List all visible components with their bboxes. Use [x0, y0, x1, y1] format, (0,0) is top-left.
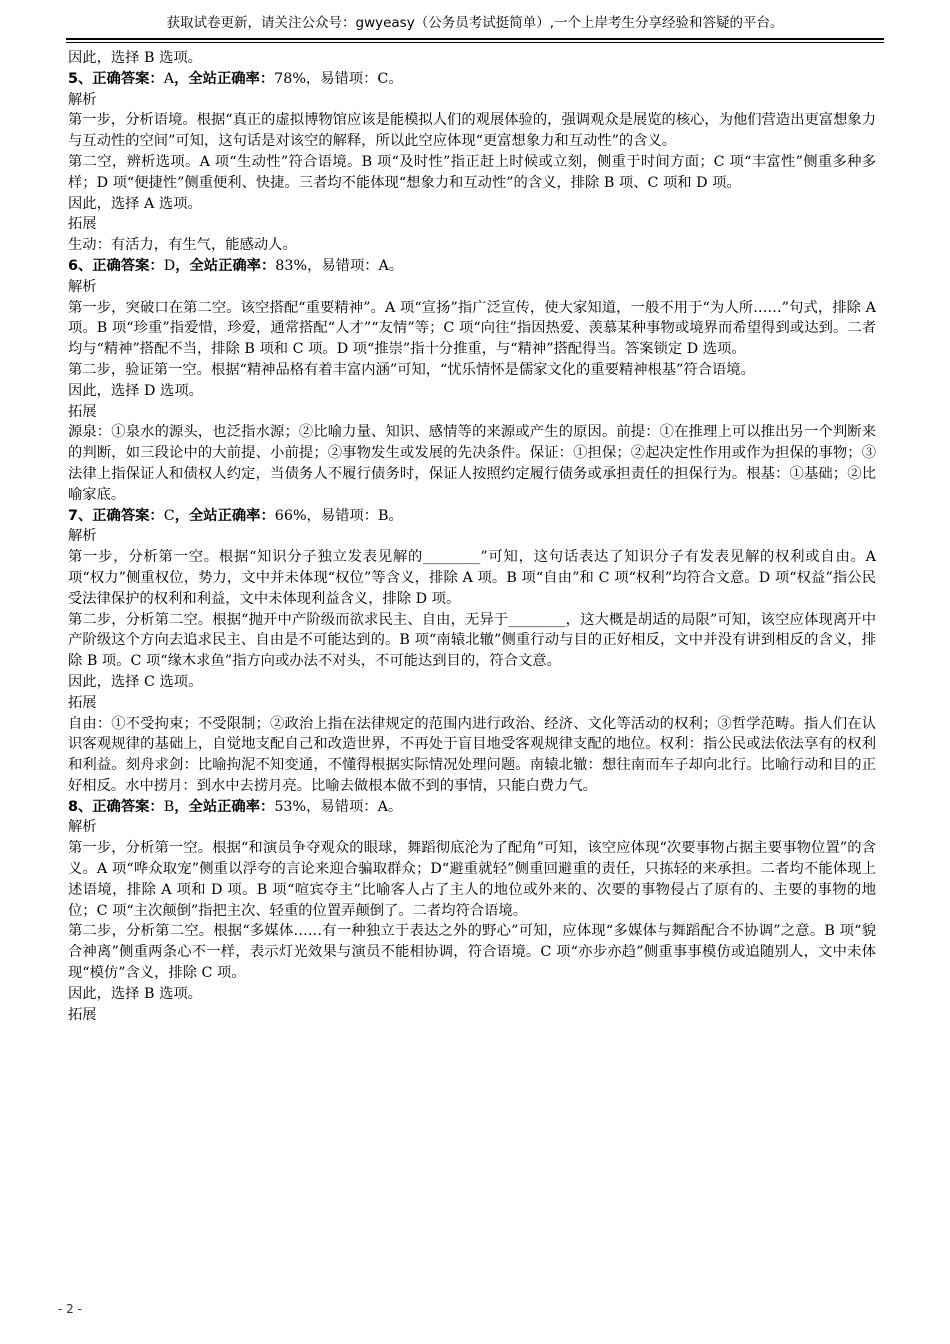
- paragraph: 第二空，辨析选项。A 项“生动性”符合语境。B 项“及时性”指正赶上时候或立刻，侧重于时间方面；C 项“丰富性”侧重多种多样；D 项“便捷性”侧重便利、快捷。三者均不能体现“想象力和互动性”的含义，排除 B 项、C 项和 D 项。: [68, 153, 876, 191]
- answer-line: [68, 256, 876, 277]
- page-number: - 2 -: [58, 1302, 82, 1316]
- paragraph: 因此，选择 C 选项。: [68, 673, 203, 690]
- answer-label: 8、正确答案：: [68, 798, 164, 815]
- rate-label: ，全站正确率：: [175, 257, 276, 274]
- answer-label: 6、正确答案：: [68, 257, 164, 274]
- rate-label: ，全站正确率：: [174, 798, 275, 815]
- paragraph: 拓展: [68, 216, 97, 233]
- wrong-option: ，易错项：A。: [306, 798, 403, 815]
- paragraph: 第一步，分析语境。根据“真正的虚拟博物馆应该是能模拟人们的观展体验的，强调观众是展览的核心，为他们营造出更富想象力与互动性的空间”可知，这句话是对该空的解释，所以此空应体现“更富想象力和互动性”的含义。: [68, 112, 876, 150]
- rate-value: 66%: [274, 507, 307, 524]
- answer-value: D: [163, 257, 176, 274]
- rate-label: ，全站正确率：: [174, 70, 275, 87]
- answer-value: C: [163, 507, 175, 524]
- wrong-option: ，易错项：B。: [306, 507, 403, 524]
- rate-label: ，全站正确率：: [174, 507, 275, 524]
- paragraph: 生动：有活力，有生气，能感动人。: [68, 237, 297, 254]
- paragraph: 第二步，验证第一空。根据“精神品格有着丰富内涵”可知，“忧乐情怀是儒家文化的重要精神根基”符合语境。: [68, 361, 755, 378]
- document-body: [68, 48, 876, 1025]
- paragraph: 拓展: [68, 403, 97, 420]
- paragraph: 因此，选择 A 选项。: [68, 195, 202, 212]
- answer-line: [68, 797, 876, 818]
- paragraph: 解析: [68, 91, 97, 108]
- rate-value: 83%: [275, 257, 308, 274]
- paragraph: 第二步，分析第二空。根据“抛开中产阶级而欲求民主、自由，无异于________，这大概是胡适的局限”可知，该空应体现离开中产阶级这个方向去追求民主、自由是不可能达到的。B 项“南辕北辙”侧重行动与目的正好相反，文中并没有讲到相反的含义，排除 B 项。C 项“缘木求鱼”指方向或办法不对头，不可能达到目的，符合文意。: [68, 611, 876, 670]
- paragraph: 拓展: [68, 1006, 97, 1023]
- header-rule-thin: [66, 42, 884, 43]
- answer-line: [68, 506, 876, 527]
- rate-value: 78%: [274, 70, 306, 87]
- rate-value: 53%: [274, 798, 307, 815]
- paragraph: 解析: [68, 278, 97, 295]
- page-header: 获取试卷更新，请关注公众号：gwyeasy（公务员考试挺简单）,一个上岸考生分享经验和答疑的平台。: [166, 15, 784, 31]
- paragraph: 第一步，突破口在第二空。该空搭配“重要精神”。A 项“宣扬”指广泛宣传，使大家知道，一般不用于“为人所……”句式，排除 A 项。B 项“珍重”指爱惜，珍爱，通常搭配“人才”“友情”等；C 项“向往”指因热爱、羡慕某种事物或境界而希望得到或达到。二者均与“精神”搭配不当，排除 B 项和 C 项。D 项“推崇”指十分推重，与“精神”搭配得当。答案锁定 D 选项。: [68, 299, 876, 358]
- answer-label: 5、正确答案：: [68, 70, 164, 87]
- paragraph: 自由：①不受拘束；不受限制；②政治上指在法律规定的范围内进行政治、经济、文化等活动的权利；③哲学范畴。指人们在认识客观规律的基础上，自觉地支配自己和改造世界，不再处于盲目地受客观规律支配的地位。权利：指公民或法依法享有的权利和利益。刻舟求剑：比喻拘泥不知变通，不懂得根据实际情况处理问题。南辕北辙：想往南而车子却向北行。比喻行动和目的正好相反。水中捞月：到水中去捞月亮。比喻去做根本做不到的事情，只能白费力气。: [68, 715, 876, 794]
- paragraph: 解析: [68, 528, 97, 545]
- answer-line: [68, 69, 876, 90]
- paragraph: 源泉：①泉水的源头，也泛指水源；②比喻力量、知识、感情等的来源或产生的原因。前提：①在推理上可以推出另一个判断来的判断，如三段论中的大前提、小前提；②事物发生或发展的先决条件。保证：①担保；②起决定性作用或作为担保的事物；③法律上指保证人和债权人约定，当债务人不履行债务时，保证人按照约定履行债务或承担责任的担保行为。根基：①基础；②比喻家底。: [68, 424, 876, 503]
- paragraph: 第二步，分析第二空。根据“多媒体……有一种独立于表达之外的野心”可知，应体现“多媒体与舞蹈配合不协调”之意。B 项“貌合神离”侧重两条心不一样，表示灯光效果与演员不能相协调，符合语境。C 项“亦步亦趋”侧重事事模仿或追随别人，文中未体现“模仿”含义，排除 C 项。: [68, 923, 876, 982]
- paragraph: 因此，选择 B 选项。: [68, 985, 202, 1002]
- paragraph: 因此，选择 B 选项。: [68, 50, 202, 66]
- answer-value: B: [163, 798, 175, 815]
- paragraph: 第一步，分析第一空。根据“知识分子独立发表见解的________”可知，这句话表达了知识分子有发表见解的权利或自由。A 项“权力”侧重权位，势力，文中并未体现“权位”等含义，排除 A 项。B 项“自由”和 C 项“权利”均符合文意。D 项“权益”指公民受法律保护的权利和利益，文中未体现利益含义，排除 D 项。: [68, 549, 876, 607]
- paragraph: 因此，选择 D 选项。: [68, 382, 203, 399]
- paragraph: 解析: [68, 819, 97, 836]
- header-rule: [66, 38, 884, 40]
- answer-label: 7、正确答案：: [68, 507, 164, 524]
- wrong-option: ，易错项：C。: [305, 70, 403, 87]
- wrong-option: ，易错项：A。: [307, 257, 404, 274]
- paragraph: 拓展: [68, 694, 97, 711]
- answer-value: A: [163, 70, 175, 87]
- paragraph: 第一步，分析第一空。根据“和演员争夺观众的眼球，舞蹈彻底沦为了配角”可知，该空应体现“次要事物占据主要事物位置”的含义。A 项“哗众取宠”侧重以浮夸的言论来迎合骗取群众；D“避重就轻”侧重回避重的责任，只拣轻的来承担。二者均不能体现上述语境，排除 A 项和 D 项。B 项“喧宾夺主”比喻客人占了主人的地位或外来的、次要的事物侵占了原有的、主要的事物的地位；C 项“主次颠倒”指把主次、轻重的位置弄颠倒了。二者均符合语境。: [68, 840, 876, 919]
